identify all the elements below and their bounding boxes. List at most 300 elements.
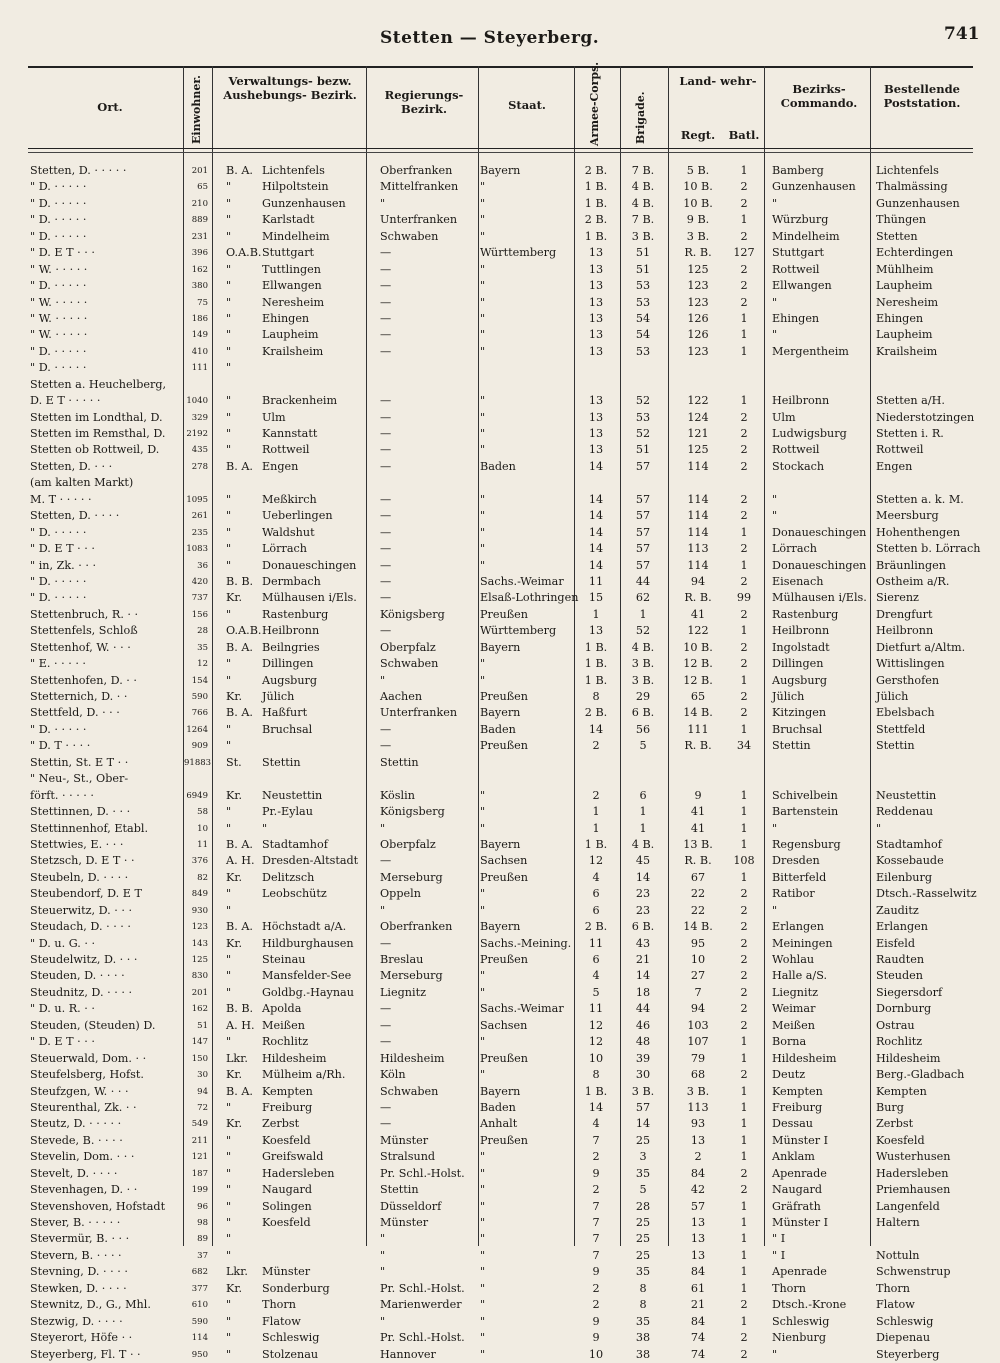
cell-bk: Rottweil — [772, 443, 820, 457]
cell-ew: 410 — [191, 346, 208, 357]
cell-rg: 126 — [687, 328, 709, 342]
cell-vt: B. A. — [226, 706, 253, 720]
cell-bk: Ludwigsburg — [772, 427, 847, 440]
cell-bk: Dtsch.-Krone — [772, 1298, 847, 1312]
cell-vt: " — [226, 953, 232, 966]
cell-br: 25 — [635, 1232, 651, 1246]
cell-vt: " — [226, 180, 232, 194]
cell-bk: Jülich — [772, 690, 805, 703]
cell-rg: 114 — [687, 459, 709, 473]
cell-bt: 2 — [740, 574, 748, 588]
cell-rg: 103 — [687, 1018, 709, 1032]
cell-st: " — [480, 1150, 486, 1164]
cell-ew: 420 — [191, 576, 208, 587]
cell-ew: 98 — [197, 1218, 208, 1228]
cell-vt: Kr. — [226, 936, 243, 950]
table-row — [0, 393, 1000, 409]
cell-vb: Heilbronn — [262, 624, 320, 638]
cell-reg: — — [380, 1100, 392, 1114]
cell-ort: Stetten, D. · · · — [30, 459, 113, 473]
cell-vt: Kr. — [226, 870, 243, 884]
cell-bt: 2 — [740, 607, 748, 621]
cell-bk: Meiningen — [772, 936, 833, 950]
cell-vt: Lkr. — [226, 1051, 248, 1065]
table-row — [0, 245, 1000, 261]
table-row — [0, 508, 1000, 524]
cell-post: Schleswig — [876, 1314, 934, 1328]
cell-vb: Leobschütz — [262, 887, 327, 901]
cell-ort: Steufelsberg, Hofst. — [30, 1068, 144, 1082]
cell-reg: — — [380, 558, 392, 572]
cell-rg: 113 — [687, 1100, 709, 1114]
cell-vb: Koesfeld — [262, 1216, 311, 1229]
cell-reg: — — [380, 854, 392, 868]
cell-br: 4 B. — [631, 837, 655, 851]
cell-vt: " — [226, 262, 232, 276]
cell-bk: Apenrade — [772, 1265, 827, 1279]
cell-br: 35 — [635, 1166, 651, 1180]
table-row — [0, 426, 1000, 442]
cell-ew: 6949 — [186, 790, 208, 801]
cell-ew: 28 — [197, 626, 208, 637]
cell-vt: B. A. — [226, 459, 253, 473]
cell-bk: Wohlau — [772, 953, 815, 966]
header-regt: Regt. — [680, 128, 716, 142]
cell-post: Engen — [876, 459, 913, 473]
cell-ort: Steudnitz, D. · · · · — [30, 985, 133, 999]
cell-rg: 74 — [690, 1331, 706, 1345]
cell-post: Thüngen — [876, 213, 927, 227]
cell-rg: 13 — [690, 1133, 706, 1147]
cell-rg: R. B. — [684, 854, 712, 868]
cell-ak: 7 — [592, 1232, 600, 1246]
cell-st: Baden — [480, 722, 516, 736]
cell-vb: Meßkirch — [262, 492, 317, 506]
table-row — [0, 1166, 1000, 1182]
cell-vb: Freiburg — [262, 1100, 313, 1114]
cell-vt: O.A.B. — [226, 624, 262, 638]
cell-vt: A. H. — [226, 1018, 255, 1032]
cell-vt: B. A. — [226, 1084, 253, 1098]
cell-bk: " I — [772, 1232, 786, 1246]
cell-vb: Steinau — [262, 953, 306, 966]
cell-bk: " — [772, 328, 778, 342]
cell-br: 7 B. — [631, 213, 655, 227]
header-ort: Ort. — [97, 100, 123, 114]
cell-bt: 2 — [740, 706, 748, 720]
cell-rg: 123 — [687, 279, 709, 293]
header-landwehr: Land- wehr- — [679, 74, 757, 88]
cell-bk: Ratibor — [772, 887, 815, 901]
cell-vb: Ulm — [262, 410, 286, 424]
cell-vt: Kr. — [226, 1117, 243, 1131]
cell-vt: " — [226, 1314, 232, 1328]
cell-post: Hohenthengen — [876, 525, 961, 539]
cell-ort: Steuden, D. · · · · — [30, 969, 125, 983]
cell-br: 6 B. — [631, 706, 655, 720]
cell-rg: 5 B. — [686, 164, 710, 177]
cell-rg: R. B. — [684, 246, 712, 260]
cell-st: " — [480, 673, 486, 687]
cell-bt: 1 — [740, 1248, 748, 1262]
table-row — [0, 771, 1000, 787]
cell-ort: Stevning, D. · · · · — [30, 1265, 128, 1279]
cell-ort: Steyerort, Höfe · · — [30, 1331, 133, 1345]
cell-ort: " D. · · · · · — [30, 229, 87, 243]
cell-bk: " — [772, 821, 778, 835]
cell-bt: 1 — [740, 805, 748, 819]
cell-ew: 125 — [191, 955, 208, 965]
cell-vt: A. H. — [226, 854, 255, 868]
cell-bk: Anklam — [772, 1150, 815, 1164]
table-row — [0, 1330, 1000, 1346]
cell-br: 3 — [639, 1150, 647, 1164]
cell-ak: 12 — [588, 1035, 604, 1049]
cell-vt: Kr. — [226, 591, 243, 605]
cell-post: Stettin — [876, 739, 915, 753]
cell-st: " — [480, 1331, 486, 1345]
cell-vb: Meißen — [262, 1018, 305, 1032]
cell-st: " — [480, 1068, 486, 1082]
cell-vt: " — [226, 229, 232, 243]
cell-br: 57 — [635, 459, 651, 473]
cell-vb: Ellwangen — [262, 279, 322, 293]
cell-post: Sierenz — [876, 591, 919, 605]
cell-bk: Donaueschingen — [772, 558, 867, 572]
cell-ew: 154 — [191, 675, 208, 686]
cell-reg: Pr. Schl.-Holst. — [380, 1281, 465, 1295]
cell-rg: 12 B. — [683, 673, 713, 687]
cell-st: " — [480, 509, 486, 523]
cell-post: Kossebaude — [876, 854, 944, 868]
cell-br: 5 — [639, 1183, 647, 1197]
cell-bt: 2 — [740, 936, 748, 950]
cell-reg: " — [380, 196, 386, 210]
cell-st: " — [480, 1314, 486, 1328]
table-row — [0, 360, 1000, 376]
cell-post: Priemhausen — [876, 1183, 951, 1197]
cell-ew: 91883 — [184, 757, 212, 768]
cell-bt: 2 — [740, 887, 748, 901]
cell-ort: Stettenhofen, D. · · — [30, 673, 137, 687]
cell-post: Dietfurt a/Altm. — [876, 640, 966, 654]
cell-vt: " — [226, 1100, 232, 1114]
cell-br: 51 — [635, 262, 651, 276]
cell-vb: Donaueschingen — [262, 558, 357, 572]
cell-vt: " — [226, 361, 232, 375]
cell-st: " — [480, 1265, 486, 1279]
cell-vb: Kempten — [262, 1084, 313, 1098]
cell-reg: " — [380, 821, 386, 835]
cell-ort: Stettenbruch, R. · · — [30, 607, 139, 621]
cell-reg: — — [380, 525, 392, 539]
cell-bt: 99 — [736, 591, 752, 605]
page-number: 741 — [944, 24, 980, 44]
cell-ort: " W. · · · · · — [30, 311, 88, 325]
cell-reg: — — [380, 936, 392, 950]
cell-vt: B. A. — [226, 640, 253, 654]
table-row — [0, 722, 1000, 738]
table-row — [0, 558, 1000, 574]
cell-vb: Hildesheim — [262, 1051, 327, 1065]
cell-vb: Brackenheim — [262, 394, 338, 408]
cell-post: Eilenburg — [876, 870, 933, 884]
cell-ew: 235 — [191, 527, 208, 538]
cell-rg: 2 — [694, 1150, 702, 1164]
cell-reg: — — [380, 279, 392, 293]
cell-post: Schwenstrup — [876, 1265, 951, 1279]
cell-bt: 108 — [733, 854, 755, 868]
cell-ak: 11 — [588, 574, 604, 588]
cell-reg: Münster — [380, 1133, 429, 1147]
cell-ak: 13 — [588, 246, 604, 260]
cell-bt: 1 — [740, 1100, 748, 1114]
cell-st: " — [480, 1347, 486, 1361]
cell-reg: " — [380, 673, 386, 687]
table-row — [0, 278, 1000, 294]
cell-bt: 1 — [740, 1216, 748, 1229]
cell-ak: 13 — [588, 311, 604, 325]
cell-ak: 14 — [588, 509, 604, 523]
cell-ort: Stewken, D. · · · · — [30, 1281, 127, 1295]
cell-rg: 125 — [687, 443, 709, 457]
cell-br: 3 B. — [631, 657, 655, 671]
cell-vt: " — [226, 509, 232, 523]
cell-br: 25 — [635, 1216, 651, 1229]
cell-vb: Neresheim — [262, 295, 325, 309]
cell-ort: " D. · · · · · — [30, 361, 87, 375]
cell-post: Stetten i. R. — [876, 427, 944, 440]
cell-ort: Steufzgen, W. · · · — [30, 1084, 129, 1098]
cell-ew: 123 — [191, 922, 208, 933]
cell-post: Dtsch.-Rasselwitz — [876, 887, 977, 901]
cell-bk: Mülhausen i/Els. — [772, 591, 867, 605]
table-row — [0, 837, 1000, 853]
cell-bt: 1 — [740, 328, 748, 342]
cell-ort: Steuden, (Steuden) D. — [30, 1018, 156, 1032]
cell-ak: 6 — [592, 903, 600, 917]
cell-st: " — [480, 295, 486, 309]
cell-bt: 1 — [740, 558, 748, 572]
cell-br: 38 — [635, 1347, 651, 1361]
table-row — [0, 1182, 1000, 1198]
cell-ew: 186 — [191, 313, 208, 324]
cell-reg: — — [380, 427, 392, 440]
cell-st: Württemberg — [480, 624, 557, 638]
cell-post: Mühlheim — [876, 262, 934, 276]
cell-post: Berg.-Gladbach — [876, 1068, 965, 1082]
cell-rg: 74 — [690, 1347, 706, 1361]
cell-bt: 1 — [740, 1199, 748, 1213]
cell-bt: 1 — [740, 1117, 748, 1131]
cell-rg: 114 — [687, 509, 709, 523]
cell-ort: " W. · · · · · — [30, 295, 88, 309]
cell-ak: 11 — [588, 1002, 604, 1016]
cell-ew: 278 — [191, 461, 208, 472]
cell-vb: Jülich — [262, 690, 295, 703]
cell-ew: 261 — [191, 511, 208, 522]
cell-ew: 682 — [191, 1267, 208, 1278]
cell-ak: 1 B. — [584, 229, 608, 243]
cell-ew: 35 — [197, 642, 208, 653]
cell-reg: Breslau — [380, 953, 424, 966]
table-row — [0, 821, 1000, 837]
cell-st: " — [480, 903, 486, 917]
cell-rg: 3 B. — [686, 229, 710, 243]
cell-reg: Pr. Schl.-Holst. — [380, 1166, 465, 1180]
cell-st: Preußen — [480, 607, 529, 621]
cell-reg: Oberpfalz — [380, 837, 436, 851]
cell-st: Sachs.-Weimar — [480, 1002, 564, 1016]
cell-ak: 10 — [588, 1051, 604, 1065]
cell-vb: Karlstadt — [262, 213, 315, 227]
cell-bk: Thorn — [772, 1281, 806, 1295]
cell-st: Preußen — [480, 870, 529, 884]
cell-ort: förft. · · · · · — [30, 788, 94, 802]
cell-ak: 6 — [592, 953, 600, 966]
cell-br: 4 B. — [631, 640, 655, 654]
cell-ak: 8 — [592, 690, 600, 703]
cell-post: Diepenau — [876, 1331, 931, 1345]
table-row — [0, 936, 1000, 952]
cell-br: 23 — [635, 887, 651, 901]
cell-st: " — [480, 788, 486, 802]
cell-ak: 13 — [588, 427, 604, 440]
table-row — [0, 656, 1000, 672]
cell-reg: Merseburg — [380, 870, 443, 884]
cell-st: Bayern — [480, 164, 521, 177]
cell-ort: " D. · · · · · — [30, 196, 87, 210]
cell-st: " — [480, 213, 486, 227]
cell-rg: R. B. — [684, 739, 712, 753]
cell-ew: 930 — [191, 905, 208, 916]
cell-vb: Kannstatt — [262, 427, 318, 440]
cell-st: " — [480, 542, 486, 556]
cell-reg: — — [380, 443, 392, 457]
cell-bk: Münster I — [772, 1133, 829, 1147]
cell-rg: 41 — [690, 607, 706, 621]
cell-vt: " — [226, 328, 232, 342]
cell-bt: 2 — [740, 640, 748, 654]
cell-ak: 2 — [592, 1281, 600, 1295]
cell-vb: Ehingen — [262, 311, 310, 325]
cell-rg: 68 — [690, 1068, 706, 1082]
cell-vb: Hilpoltstein — [262, 180, 329, 194]
cell-ew: 199 — [191, 1185, 208, 1196]
cell-bk: Deutz — [772, 1068, 806, 1082]
cell-st: " — [480, 427, 486, 440]
table-row — [0, 738, 1000, 754]
cell-br: 54 — [635, 328, 651, 342]
cell-bt: 2 — [740, 180, 748, 194]
table-row — [0, 492, 1000, 508]
cell-post: Ostrau — [876, 1018, 915, 1032]
cell-vt: B. A. — [226, 164, 253, 177]
cell-ak: 13 — [588, 262, 604, 276]
cell-vt: " — [226, 542, 232, 556]
cell-vt: " — [226, 1331, 232, 1345]
cell-vt: " — [226, 525, 232, 539]
cell-bt: 2 — [740, 690, 748, 703]
cell-br: 6 B. — [631, 920, 655, 934]
cell-ort: Stetten, D. · · · · · — [30, 164, 127, 177]
cell-ort: " D. E T · · · — [30, 542, 95, 556]
cell-st: Preußen — [480, 1051, 529, 1065]
cell-post: Nottuln — [876, 1248, 920, 1262]
cell-vb: Rottweil — [262, 443, 310, 457]
table-row — [0, 903, 1000, 919]
cell-vb: Augsburg — [262, 673, 318, 687]
cell-vb: Waldshut — [262, 525, 315, 539]
cell-ew: 121 — [191, 1152, 208, 1163]
header-regierung: Regierungs- Bezirk. — [384, 88, 464, 116]
table-row — [0, 640, 1000, 656]
cell-vt: B. A. — [226, 920, 253, 934]
cell-vt: " — [226, 344, 232, 358]
cell-post: Lichtenfels — [876, 164, 939, 177]
cell-rg: 12 B. — [683, 657, 713, 671]
cell-st: Preußen — [480, 953, 529, 966]
cell-vb: Flatow — [262, 1314, 301, 1328]
cell-reg: Köslin — [380, 788, 415, 802]
cell-reg: Mittelfranken — [380, 180, 459, 194]
header-einwohner: Einwohner. — [190, 75, 203, 144]
cell-st: " — [480, 180, 486, 194]
cell-vb: Stadtamhof — [262, 837, 328, 851]
cell-vb: Gunzenhausen — [262, 196, 346, 210]
cell-post: Zerbst — [876, 1117, 914, 1131]
cell-rg: 94 — [690, 1002, 706, 1016]
cell-bk: Lörrach — [772, 542, 818, 556]
cell-rg: 14 B. — [683, 920, 713, 934]
cell-ort: " D. E T · · · — [30, 1035, 95, 1049]
cell-bk: " I — [772, 1248, 786, 1262]
table-row — [0, 1116, 1000, 1132]
cell-post: Steuden — [876, 969, 923, 983]
cell-vb: Mansfelder-See — [262, 969, 352, 983]
table-row — [0, 985, 1000, 1001]
cell-bt: 2 — [740, 443, 748, 457]
cell-rg: 113 — [687, 542, 709, 556]
cell-reg: Düsseldorf — [380, 1199, 442, 1213]
cell-reg: Merseburg — [380, 969, 443, 983]
cell-rg: 42 — [690, 1183, 706, 1197]
cell-ort: Stetten, D. · · · · — [30, 509, 120, 523]
cell-ew: 1095 — [186, 494, 208, 505]
cell-ort: Stevenshoven, Hofstadt — [30, 1199, 166, 1213]
cell-br: 4 B. — [631, 180, 655, 194]
cell-bk: Bamberg — [772, 164, 824, 177]
cell-vt: Kr. — [226, 690, 243, 703]
cell-st: " — [480, 1183, 486, 1197]
cell-ew: 231 — [191, 231, 208, 242]
cell-rg: 124 — [687, 410, 709, 424]
cell-st: " — [480, 558, 486, 572]
table-row — [0, 755, 1000, 771]
cell-ort: " E. · · · · · — [30, 657, 86, 671]
table-row — [0, 541, 1000, 557]
cell-ort: Stetten a. Heuchelberg, — [30, 377, 167, 391]
cell-br: 44 — [635, 574, 651, 588]
cell-bk: Apenrade — [772, 1166, 827, 1180]
table-row — [0, 574, 1000, 590]
cell-st: " — [480, 229, 486, 243]
cell-ew: 210 — [191, 198, 208, 209]
cell-rg: 13 — [690, 1232, 706, 1246]
cell-bt: 1 — [740, 213, 748, 227]
cell-ort: Steubendorf, D. E T — [30, 887, 142, 901]
cell-ort: Stettin, St. E T · · — [30, 755, 129, 769]
